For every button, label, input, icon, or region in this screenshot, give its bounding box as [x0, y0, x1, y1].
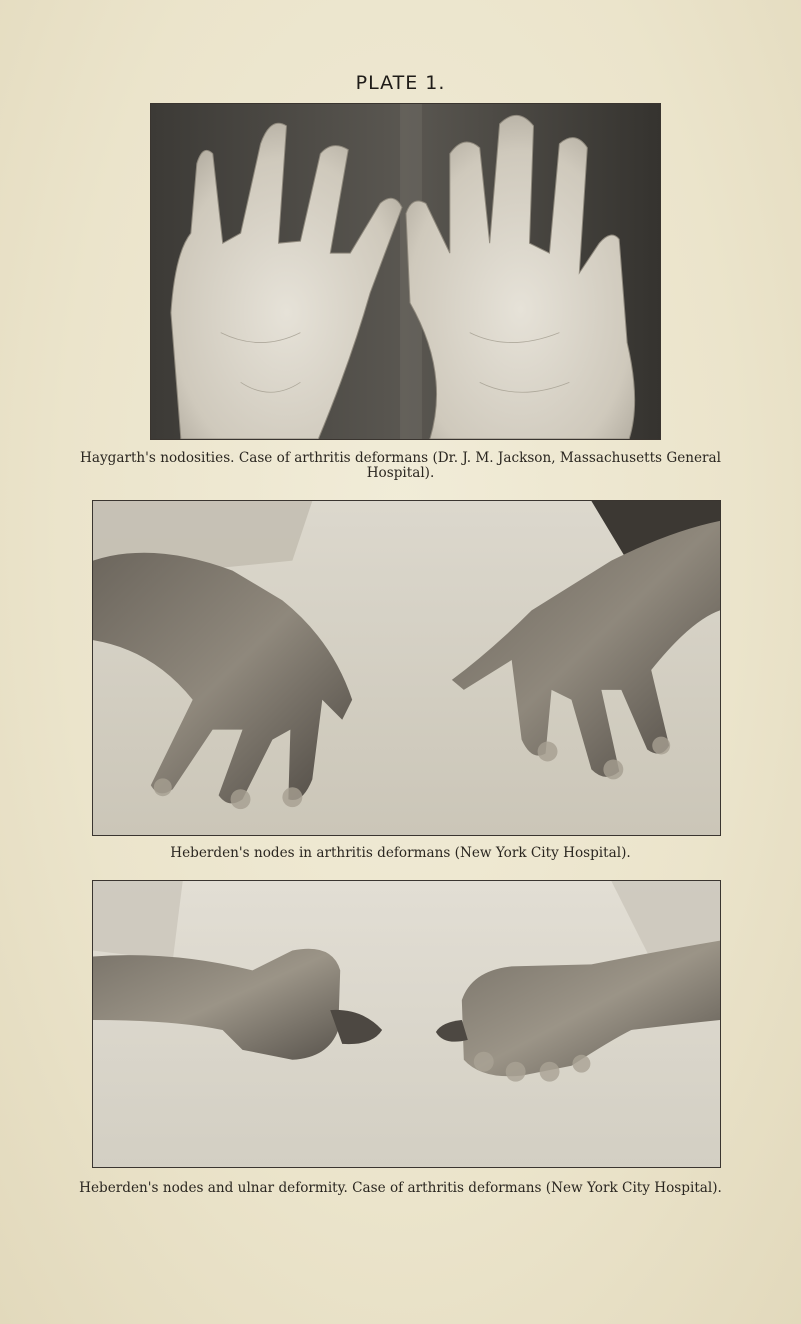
plate-title: PLATE 1. — [355, 72, 446, 94]
figure-2-photo — [92, 500, 721, 836]
figure-3-caption: Heberden's nodes and ulnar deformity. Case of arthritis deformans (New York City Hospital). — [79, 1180, 722, 1196]
figure-1-caption-line2: Hospital). — [366, 465, 435, 481]
hands-photo-2-illustration — [93, 501, 720, 835]
figure-1-caption — [0, 451, 801, 481]
figure-2-caption: Heberden's nodes in arthritis deformans (New York City Hospital). — [170, 845, 631, 861]
figure-1-caption-line1: Haygarth's nodosities. Case of arthritis deformans (Dr. J. M. Jackson, Massachusetts General — [80, 450, 721, 466]
hands-photo-1-illustration — [151, 104, 660, 439]
figure-1-photo — [150, 103, 661, 440]
hands-photo-3-illustration — [93, 881, 720, 1167]
figure-3-photo — [92, 880, 721, 1168]
